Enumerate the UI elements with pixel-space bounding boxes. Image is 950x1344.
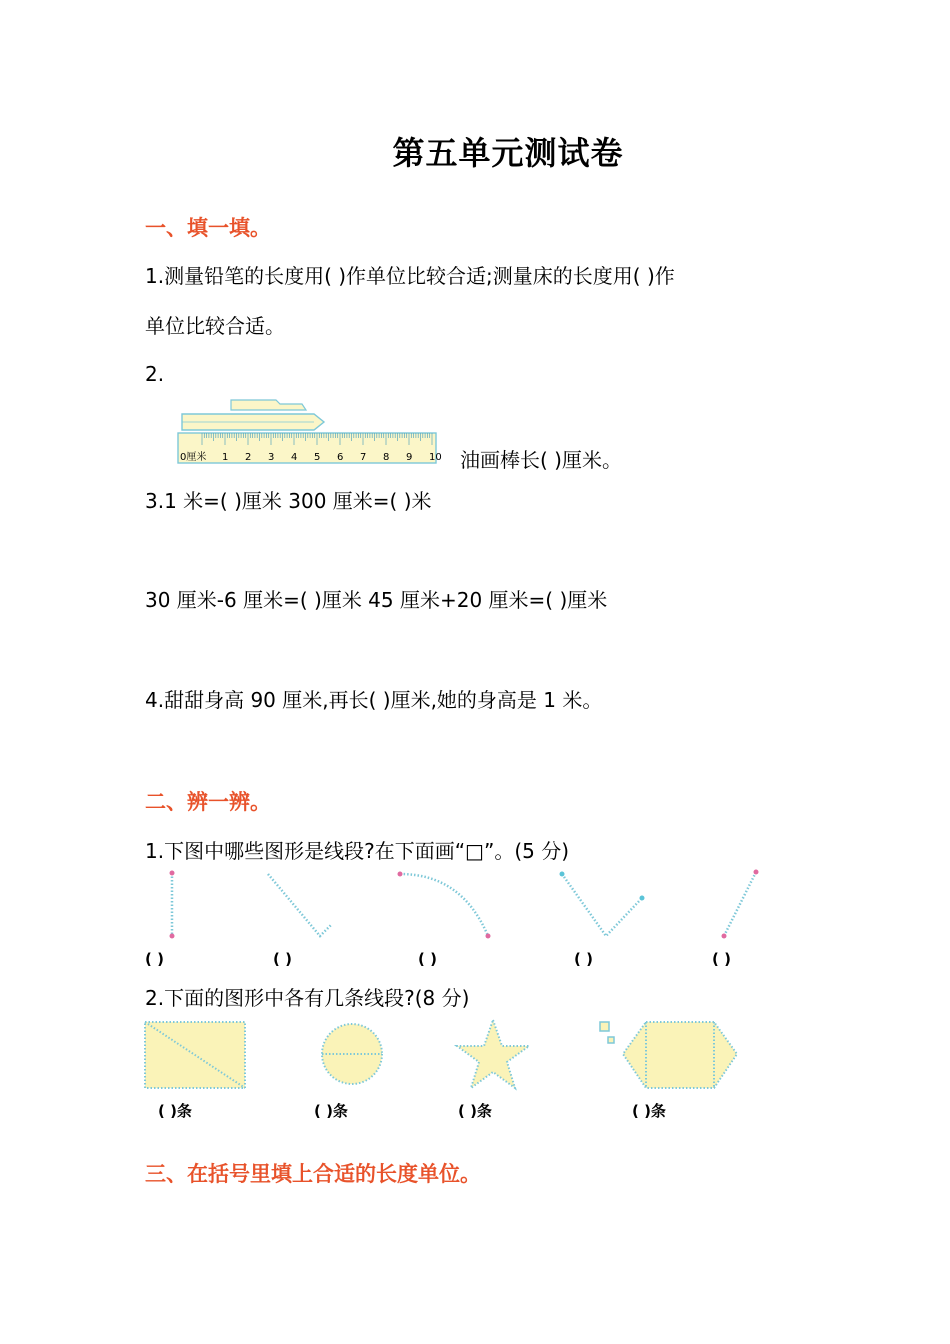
q2-2: 2.下面的图形中各有几条线段?(8 分) <box>145 986 470 1010</box>
figure-bent-ray <box>262 868 342 943</box>
q1-4: 4.甜甜身高 90 厘米,再长( )厘米,她的身高是 1 米。 <box>145 688 603 712</box>
crayon-ruler-illustration <box>176 396 440 466</box>
crayon <box>182 400 324 430</box>
q1-3-line1: 3.1 米=( )厘米 300 厘米=( )米 <box>145 489 432 513</box>
ruler <box>178 433 442 463</box>
shape-fish <box>596 1018 742 1092</box>
q1-2-text: 油画棒长( )厘米。 <box>460 448 622 472</box>
q2-1: 1.下图中哪些图形是线段?在下面画“□”。(5 分) <box>145 839 570 863</box>
figure-slanted-segment <box>712 866 772 946</box>
answer-paren-5[interactable]: ( ) <box>712 950 731 968</box>
answer-paren-4[interactable]: ( ) <box>574 950 593 968</box>
ruler-tick-label: 5 <box>314 452 321 463</box>
q1-3-line2: 30 厘米-6 厘米=( )厘米 45 厘米+20 厘米=( )厘米 <box>145 588 608 612</box>
section2-heading: 二、辨一辨。 <box>145 790 271 814</box>
count-paren-1[interactable]: ( )条 <box>158 1102 192 1120</box>
ruler-tick-label: 1 <box>222 452 229 463</box>
ruler-tick-label: 2 <box>245 452 252 463</box>
count-paren-4[interactable]: ( )条 <box>632 1102 666 1120</box>
ruler-tick-label: 8 <box>383 452 390 463</box>
ruler-tick-label: 7 <box>360 452 367 463</box>
section3-heading: 三、在括号里填上合适的长度单位。 <box>145 1162 481 1186</box>
answer-paren-2[interactable]: ( ) <box>273 950 292 968</box>
figure-curve <box>392 866 502 946</box>
count-paren-2[interactable]: ( )条 <box>314 1102 348 1120</box>
shape-circle-with-diameter <box>318 1018 388 1092</box>
page-title: 第五单元测试卷 <box>392 134 624 172</box>
figure-vertical-segment <box>160 868 190 943</box>
count-paren-3[interactable]: ( )条 <box>458 1102 492 1120</box>
shape-star <box>456 1018 532 1092</box>
answer-paren-1[interactable]: ( ) <box>145 950 164 968</box>
ruler-tick-label: 3 <box>268 452 275 463</box>
ruler-tick-label: 10 <box>429 452 442 463</box>
ruler-tick-label: 4 <box>291 452 298 463</box>
q1-1-line1: 1.测量铅笔的长度用( )作单位比较合适;测量床的长度用( )作 <box>145 264 675 288</box>
shape-rectangle-with-diagonal <box>143 1020 249 1092</box>
q1-1-line2: 单位比较合适。 <box>145 314 285 338</box>
ruler-unit-label: 0厘米 <box>180 452 207 463</box>
ruler-tick-label: 6 <box>337 452 344 463</box>
section1-heading: 一、填一填。 <box>145 216 271 240</box>
answer-paren-3[interactable]: ( ) <box>418 950 437 968</box>
figure-angle <box>552 866 652 946</box>
ruler-tick-label: 9 <box>406 452 413 463</box>
q1-2-label: 2. <box>145 362 165 386</box>
